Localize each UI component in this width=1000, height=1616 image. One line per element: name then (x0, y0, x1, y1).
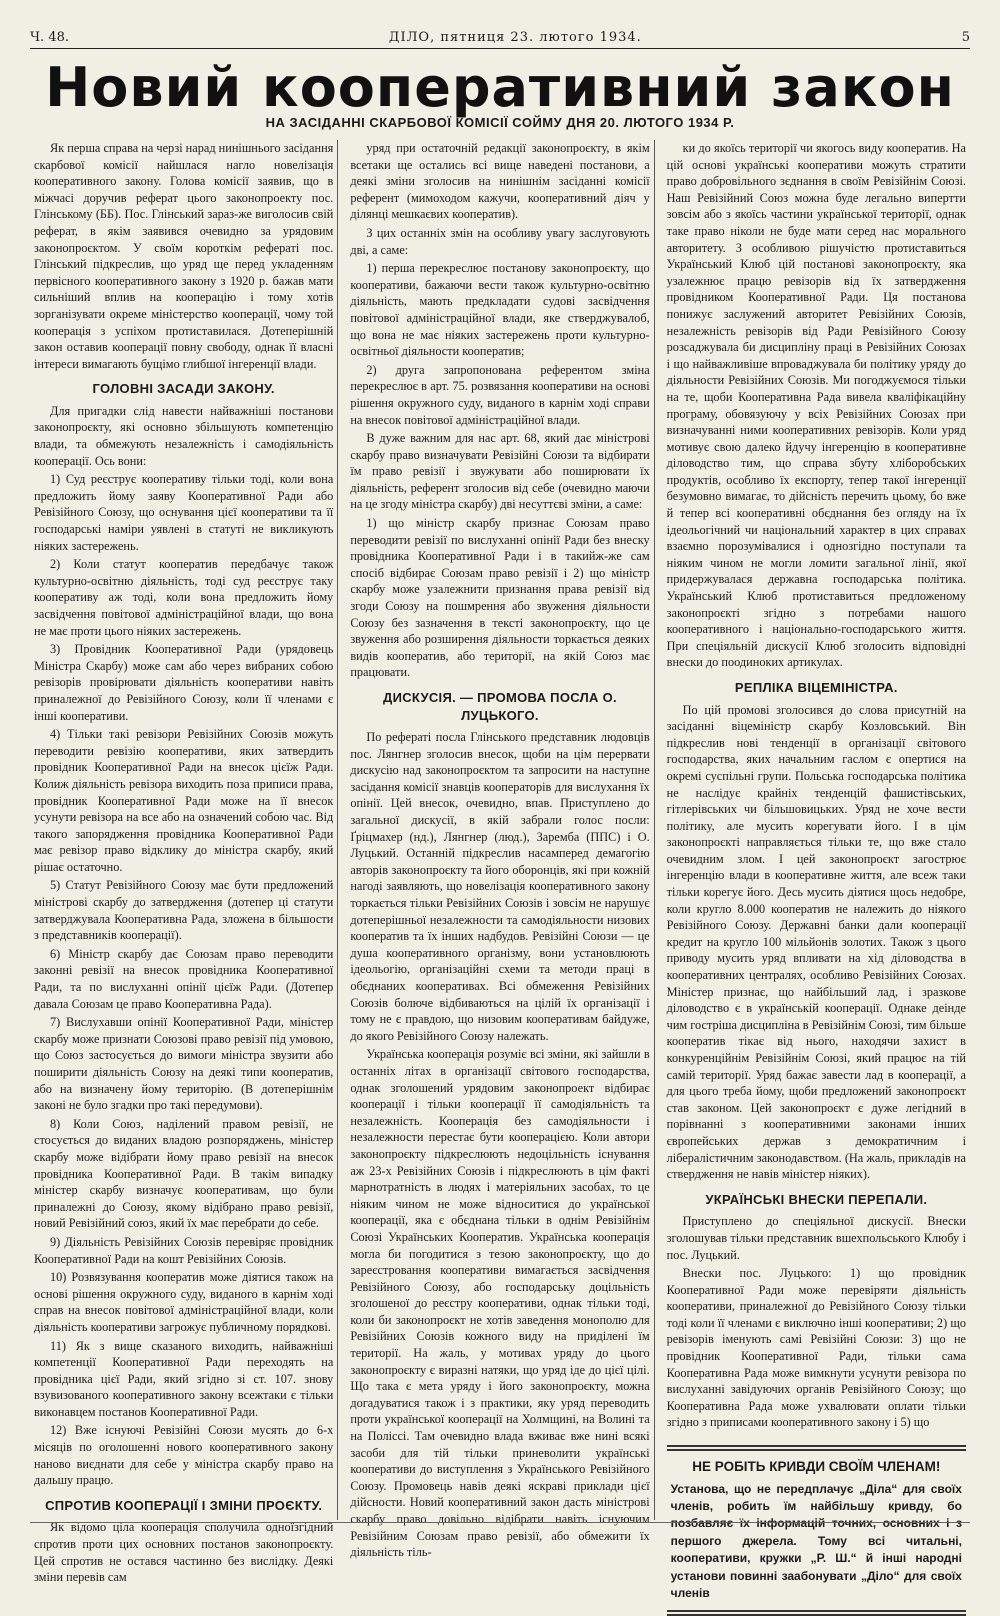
paragraph: уряд при остаточній редакції законопроєкту, в якім всетаки ще остались всі вище наведені постанови, а деякі зміни зголосив на нинішнім засіданні комісії референт (мимоходом кажучи, кооперативний діяч у ділянці мешкаєвих кооператив). (350, 141, 650, 222)
paragraph: Українська кооперація розуміє всі зміни, які зайшли в останніх літах в організації світового господарства, однак зголошений урядовим законопроект відбирає кооперації і тільки кооперації її самодіяльність та незалежність. Кооперація без самодіяльности і незалежности перестає бути кооперацією. Коли автори законопроєкту підкреслюють недоцільність існування аж 23-х Ревізійних Союзів і підкреслюють в цім факті марнотратність в людях і матеріяльних засобах, то це ніяким чином не може відноситися до української кооперації, яка є обєднана тільки в однім Ревізійнім Союзі Українських Кооператив. Українська кооперація могла би погодитися з тезою законопроєкту, що до зареєстровання кооперативи вимагається засвідчення Ревізійного Союзу, або господарську доцільність зголошеної до реєстру кооперативи, однак тільки тоді, коли би законопроєкт не хотів заведення монополю для Ревізійних Союзів кожного виду на приділені їм території. На жаль, у мотивах уряду до цього законопроєкту є виразні натяки, що уряд іде до цієї цілі. Що така є мета уряду і його законопроєкту, можна догадуватися також і з практики, яку уряд переводить проти української кооперації на Холмщині, на Волині та на Поліссі. Там очевидно влада вживає вже нині всякі засоби для тій тільки приневолити українські кооперативи до виступлення з Українського Ревізійного Союзу. Промовець навів деякі яскраві приклади цієї дійсности. Новий кооперативний закон дасть міністрові скарбу право довільно відібрати навіть існуючим Ревізійним Союзам право ревізії, або обмежити їх діяльність тіль- (350, 1047, 650, 1560)
paragraph: 2) друга запропонована референтом зміна перекреслює в арт. 75. розвязання кооперативи на основі рішення окружного суду, виданого в карнім ході справи на внесок повітової адміністраційної влади. (350, 362, 650, 427)
paragraph: Для пригадки слід навести найважніші постанови законопроєкту, які основно збільшують компетенцію влади, та обмежують незалежність і самодіяльність кооперації. Ось вони: (34, 403, 334, 468)
section-heading: СПРОТИВ КООПЕРАЦІЇ І ЗМІНИ ПРОЄКТУ. (45, 1497, 323, 1513)
paragraph: Як відомо ціла кооперація сполучила одноїзгідний спротив проти цих основних постанов законопроєкту. Цей спротив не остався частинно без вислідку. Деякі зміни перевів сам (34, 1520, 334, 1585)
paragraph: По рефераті посла Глінського представник людовців пос. Лянгнер зголосив внесок, щоби на цім перервати дискусію над законопроєктом та запросити на наступне засідання комісії знавців кооператорів для вислухання їх опінії. Цей внесок, очевидно, впав. Приступлено до загальної дискусії, в якій забрали голос посли: Ґріцмахер (нд.), Лянгнер (люд.), Заремба (ППС) і О. Луцький. Останній підкреслив насамперед демагогію авторів законопроєкту та його оборонців, які при кожній нагоді заявляють, що новелізація кооперативного закону торкається тільки Ревізійних Союзів і зовсім не нарушує дотеперішньої незалежности та самодіяльности низових кооператив та їх інших надбудов. Ревізійні Союзи — це душа кооперативного організму, вони установлюють ідеольогію, організаційні схеми та методи праці в обєднаних кооперативах. Всі обмеження Ревізійних Союзів болюче відбиваються на цілій їх організації і тому не є правдою, що низовим кооперативам байдуже, до якого Ревізійного Союзу належать. (350, 730, 650, 1043)
paragraph: 10) Розвязування кооператив може діятися також на основі рішення окружного суду, виданого в карнім ході справ на внесок повітової адміністраційної влади, коли діяльність кооперативи загрожує публичному порядкові. (34, 1270, 334, 1334)
paragraph: Внески пос. Луцького: 1) що провідник Кооперативної Ради може перевіряти діяльність кооперативи, приналежної до Ревізійного Союзу тільки тоді коли її членами є виключно інші кооперативи; 2) що ревізорів іменують самі Ревізійні Союзи: 3) що не провідник Кооперативної Ради, тільки сама Кооперативна Рада може вимкнути усунути ревізора по вислуханні завідуючих органів Ревізійного Союзу; що Кооперативна Рада може ухвалювати оплати тільки згідно з приписами кооперативного закону і 5) що (666, 1266, 966, 1430)
section-heading: РЕПЛІКА ВІЦЕМІНІСТРА. (734, 680, 898, 695)
subscription-notice (667, 1445, 966, 1616)
paragraph: Приступлено до спеціяльної дискусії. Внески зголошував тільки представник вшехпольського Клюбу і пос. Луцький. (666, 1214, 966, 1262)
paragraph: 1) що міністр скарбу признає Союзам право переводити ревізії по вислуханні опінії Ради без внеску провідника Кооперативної Ради і в такийж-же сам спосіб відбирає Союзам право ревізії і 2) що міністр скарбу може узалежнити признання права ревізії від згоди Союзу на пошмрення або звуження діяльности Союзу без зазначення в тексті законопроєкту, що це звуження або розширення діяльности торкається деяких видів кооператив, або території, на якій Союз має працювати. (350, 516, 650, 680)
paragraph: ки до якоїсь території чи якогось виду кооператив. На цій основі українські кооперативи можуть стратити право добровільного зєднання в своїм Ревізійнім Союзі. Наш Ревізійний Союз можна буде легально випертти зовсім або з якоїсь частини української території, однак таке право ніколи не буде мати серед нас морального авторитету. З особливою рішучістю протиставиться Український Клюб цій постанові законопроєкту, яка узалежнює працю ревізорів від їх затвердження провідником Кооперативної Ради. Ця постанова понижує заслужений авторитет Ревізійних Союзів, незалежність ревізорів від Ради Ревізійного Союзу розсаджувала би дисципліну праці в Ревізійних Союзах і що найважливіше впроваджувала би політику уряду до діяльности Ревізійних Союзів. Ми погоджуємося тільки на те, щоби Кооперативна Рада вивела кваліфікаційну програму, обовязуючу у всіх Ревізійних Союзах при визначуванні ними кооперативних ревізорів. Коли уряд мотивує свою далеко йдучу інгеренцію в кооперативне діловодство тим, що справа збуту хліборобських продуктів, особливо їх експорту, тепер такої інгеренції безумовно вимагає, то дійсність перечить цьому, бо вже й тепер всі кооперативні обєднання без огляду на їх ідеольогічний чи національний характер в цих справах взаємно порозумівалися і однозгідно поступали та ніяким чином не могли ломити загальної лінії, якої придержувалася державна господарська політика. Український Клюб протиставиться предложеному законопроєкті згідно з потребами нашого кооперативного і національно-господарського життя. При спеціяльній дискусії Клюб зголосить відповідні внески до поодиноких артикулах. (666, 141, 966, 670)
column-3 (663, 140, 970, 1600)
paragraph: 11) Як з вище сказаного виходить, найважніші компетенції Кооперативної Ради переходять на провідника цієї Ради, який згідно зі ст. 107. знову взувизованого кооперативного закону всежтаки є тільки виконавцем постанов Кооперативної Ради. (34, 1338, 334, 1419)
column-2 (346, 140, 654, 1560)
paragraph: З цих останніх змін на особливу увагу заслуговують дві, а саме: (350, 225, 650, 257)
paragraph: 3) Провідник Кооперативної Ради (урядовець Міністра Скарбу) може сам або через вибраних собою ревізорів провірювати діяльність кооперативи навіть приналежної до Ревізійного Союзу, коли її членами є інші кооперативи. (34, 642, 334, 723)
issue-number: Ч. 48. (30, 30, 69, 45)
subheadline: НА ЗАСІДАННІ СКАРБОВОЇ КОМІСІЇ СОЙМУ ДНЯ 20. ЛЮТОГО 1934 Р. (265, 115, 735, 130)
header-rule (30, 48, 970, 49)
paragraph: Як перша справа на черзі нарад нинішнього засідання скарбової комісії найшлася нагло новелізація кооперативного закону. Голова комісії заявив, що в міжчасі доручив реферат цього законопроекту пос. Глінському (ББ). Пос. Глінський зараз-же виголосив свій реферат, в якім заявився очевидно за урядовим законопроєктом. У своїм короткім рефераті пос. Глінський підкреслив, що уряд ще перед укладенням первісного кооперативного закону з 1920 р. бажав мати сильніший вплив на кооперацію і тому хотів зорганізувати окреме міністерство кооперації, чому той кооперація з успіхом протиставилася. Дотеперішній закон оставив кооперації повну свободу, однак її власні інтереси вимагають бущімо глибшої інгеренції влади. (34, 141, 334, 371)
bottom-rule (30, 1522, 970, 1523)
article-columns (30, 140, 970, 1600)
paragraph: 7) Вислухавши опінії Кооперативної Ради, міністер скарбу може признати Союзові право ревізії під умовою, що Союз застосується до вимоги міністра звузити або поширити діяльність Союзу на деякі типи кооператив, або на визначену йому територію. (В дотеперішнім законі не було згадки про такі передумови). (34, 1015, 334, 1113)
headline: Новий кооперативний закон (45, 56, 955, 119)
paragraph: 12) Вже існуючі Ревізійні Союзи мусять до 6-х місяців по оголошенні нового кооперативного закону наново виєднати для себе у міністра скарбу право на дальшу працю. (34, 1423, 334, 1488)
section-heading: ГОЛОВНІ ЗАСАДИ ЗАКОНУ. (92, 381, 275, 397)
page-number: 5 (961, 30, 970, 45)
paragraph: 1) Суд реєструє кооперативу тільки тоді, коли вона предложить йому заяву Кооперативної Ради або Ревізійного Союзу, що оснування цієї кооперативи та її господарські наміри уявлені в статуті не викликують ніяких застережень. (34, 472, 334, 553)
running-header (30, 30, 970, 45)
paragraph: 4) Тільки такі ревізори Ревізійних Союзів можуть переводити ревізію кооперативи, яких затвердить провідник Кооперативної Ради на внесок цієїж Ради. Колиж діяльність ревізора виходить поза приписи права, провідник Кооперативної Ради може на її внесок усунути ревізора на все або на означений собою час. Від такого запорядження провідника Кооперативної Ради має ревізор право відклику до міністра скарбу, який рішає остаточно. (34, 727, 334, 874)
notice-title: НЕ РОБІТЬ КРИВДИ СВОЇМ ЧЛЕНАМ! (692, 1459, 941, 1475)
notice-body: Установа, що не передплачує „Діла“ для своїх членів, робить їм найбільшу кривду, бо позбавляє їх інформацій точних, основних і з першого джерела. Тому всі читальні, кооперативи, кружки „Р. Ш.“ й інші народні установи повинні заабонувати „Діло“ для своїх членів (670, 1481, 962, 1600)
section-heading: ДИСКУСІЯ. — ПРОМОВА ПОСЛА О. ЛУЦЬКОГО. (383, 690, 617, 723)
paragraph: 2) Коли статут кооператив передбачує також культурно-освітню діяльність, тоді суд реєструє таку кооперативу аж тоді, коли вона предложить йому засвідчення повітової адміністраційної влади, що вона не має проти цього ніяких застережень. (34, 557, 334, 638)
paragraph: 8) Коли Союз, наділений правом ревізії, не стосується до виданих владою розпоряджень, міністер скарбу може відібрати йому право ревізії на внесок провідника Кооперативної Ради. В такім випадку міністер скарбу визначує кооперативам, що були приналежні до Союзу, якому відібрано право ревізії, новий Ревізійний союз, який їх має перебрати до себе. (34, 1116, 334, 1231)
paragraph: 9) Діяльність Ревізійних Союзів перевіряє провідник Кооперативної Ради на кошт Ревізійних Союзів. (34, 1234, 334, 1266)
paragraph: В дуже важним для нас арт. 68, який дає міністрові скарбу право визначувати Ревізійні Союзи та відбирати їм право ревізії і звужувати або поширювати їх діяльність, референт зголосив від себе (очевидно маючи на це згоду міністра скарбу) дві несуттєві зміни, а саме: (350, 431, 650, 512)
paragraph: По цій промові зголосився до слова присутній на засіданні віцеміністр скарбу Козловський. Він підкреслив нові тенденції в організації світового господарства, яких начальним гаслом є опертися на окремі суспільні групи. Польська господарська політика не наслідує крайніх тенденцій фашистівських, гітлерівських чи більшовицьких. Уряд не хоче вести політику, але мусить корегувати його. І в цім законопроєкті направляється тільки те, що вже стало очевидним злом. І цей законопроєкт загострює інгеренцію влади в кооперативне життя, але всеж таки тільки корегує його. Десь мусить діятися щось недобре, коли кругло 8.000 кооператив не належить до ніякого Ревізійного Союзу. Державні банки дали кооперації кредит на кругло 100 мільйонів золотих. Також з цього приводу мусить уряд впливати на хід діловодства в кооперативних централях, особливо Ревізійних Союзах. Міністер признає, що найбільший лад, і зразкове діловодство є в українській кооперації. Однаке деінде чим гострішa дисципліна в Ревізійнім Союзі, тим більше кооператив тікає від нього, находячи захист в конкуренційнім Ревізійнім Союзі, який працює на тій самій території. Уряд бажає завести лад в кооперації, а для цього треба йому, щоби предложений законопроєкт став законом. Цей законопроєкт є дуже легідний в порівнанні з кооперативними законами інших європейських держав з демократичним і лібералістичним законодавством. (На жаль, прикладів на ствердження не навів міністер ніяких). (666, 702, 966, 1182)
paragraph: 5) Статут Ревізійного Союзу має бути предложений міністрові скарбу до затвердження (дотепер ці статути затверджувала Кооперативна Рада, зложена в більшости з представників кооперації). (34, 878, 334, 943)
section-heading: УКРАЇНСЬКІ ВНЕСКИ ПЕРЕПАЛИ. (705, 1191, 928, 1207)
paragraph: 6) Міністр скарбу дає Союзам право переводити законні ревізії на внесок провідника Кооперативної Ради, та по вислуханні опінії цієїж Ради. (Дотепер давала Союзам це право Кооперативна Рада). (34, 946, 334, 1011)
column-1 (30, 140, 338, 1585)
masthead-date: ДІЛО, пятниця 23. лютого 1934. (388, 30, 642, 45)
paragraph: 1) перша перекреслює постанову законопроєкту, що кооперативи, бажаючи вести також культурно-освітню діяльність, мають предкладати судові засвідчення повітової адміністраційної влади, яке стверджувалоб, що вона не має ніяких застережень проти культурно-освітньої діяльности кооператив; (350, 261, 650, 359)
